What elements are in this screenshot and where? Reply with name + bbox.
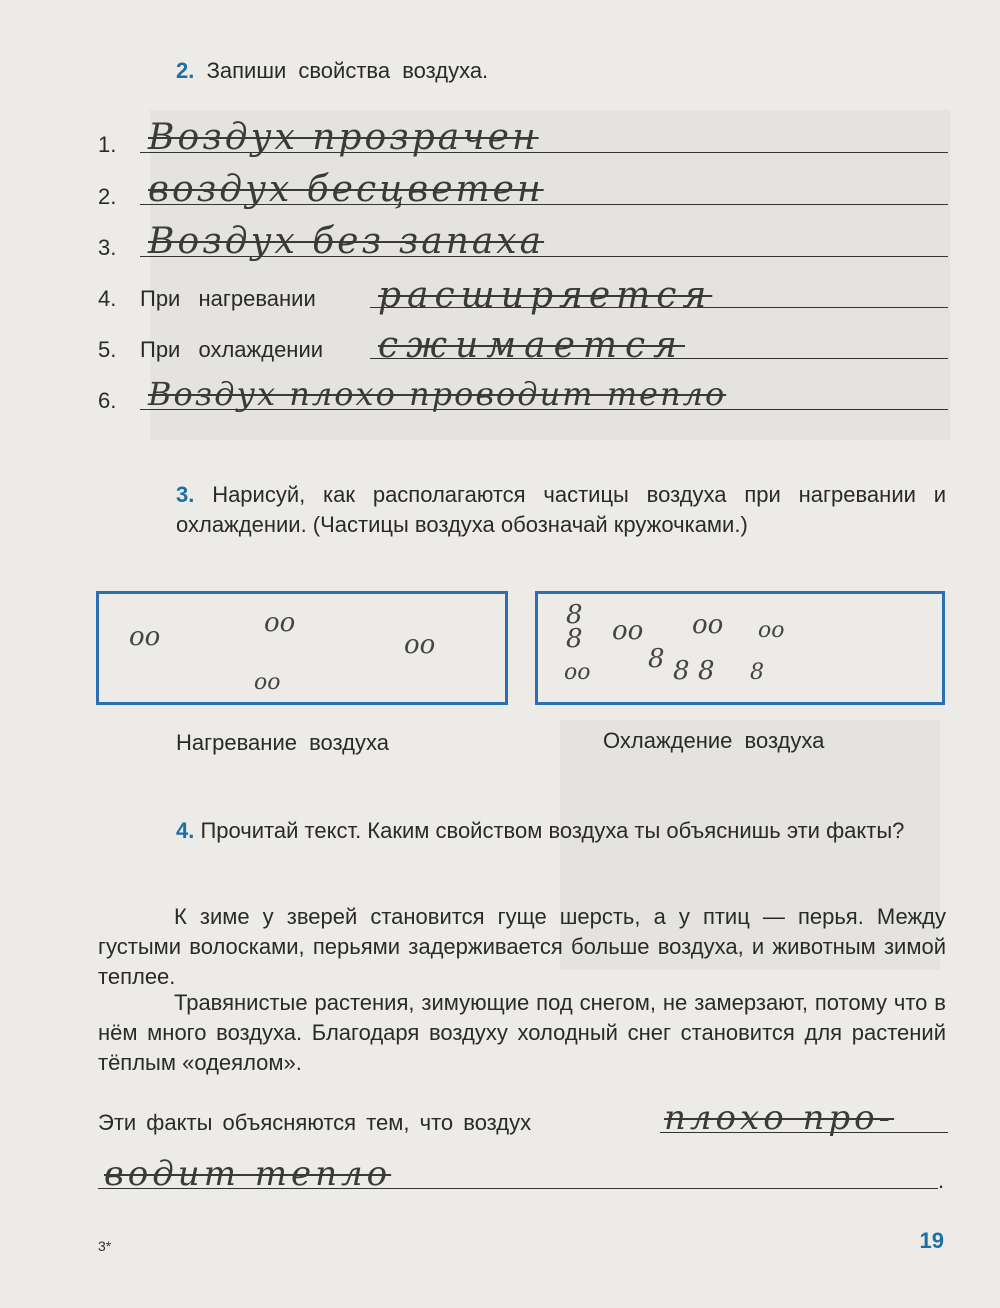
particle-drawing: 8	[648, 644, 665, 674]
particle-drawing: 8	[673, 656, 690, 686]
handwritten-answer-1: Воздух прозрачен	[148, 117, 539, 158]
particle-drawing: 8	[566, 600, 583, 630]
handwritten-answer-3: Воздух без запаха	[148, 221, 545, 262]
item-number-1: 1.	[98, 132, 117, 157]
task4-number: 4.	[176, 818, 195, 843]
item-number-4: 4.	[98, 286, 117, 311]
task3-instruction: Нарисуй, как располагаются частицы воздуха при нагревании и охлаждении. (Частицы воздуха обозначай кружочками.)	[176, 482, 946, 537]
heating-caption: Нагревание воздуха	[176, 730, 389, 755]
heating-drawing-box	[96, 591, 508, 705]
item-label-5: При охлаждении	[140, 337, 324, 362]
handwritten-conclusion-2: водит тепло	[104, 1154, 392, 1194]
cooling-drawing-box	[535, 591, 945, 705]
item-label-4: При нагревании	[140, 286, 316, 311]
task3-number: 3.	[176, 482, 195, 507]
particle-drawing: oo	[758, 618, 785, 643]
handwritten-conclusion-1: плохо про-	[664, 1098, 895, 1138]
task3-text	[176, 480, 946, 540]
task4-question-text: Прочитай текст. Каким свойством воздуха ты объяснишь эти факты?	[200, 818, 905, 843]
page-number: 19	[919, 1228, 944, 1253]
task4-question	[176, 816, 946, 846]
particle-drawing: oo	[612, 616, 644, 646]
handwritten-answer-4: расширяется	[378, 275, 713, 316]
handwritten-answer-5: сжимается	[378, 325, 686, 366]
conclusion-period: .	[938, 1168, 945, 1193]
task4-paragraph-1: К зиме у зверей становится гуще шерсть, а у птиц — перья. Между густыми волосками, перьями задерживается больше воздуха, и животным зимой теплее.	[98, 904, 946, 989]
item-number-5: 5.	[98, 337, 117, 362]
task2-number: 2.	[176, 58, 195, 83]
task4-paragraph-2: Травянистые растения, зимующие под снегом, не замерзают, потому что в нём много воздуха. Благодаря воздуху холодный снег становится для растений тёплым «одеялом».	[98, 990, 946, 1075]
particle-drawing: oo	[254, 670, 281, 695]
task2-header	[176, 56, 488, 86]
particle-drawing: 8	[566, 624, 583, 654]
particle-drawing: oo	[129, 622, 161, 652]
signature-mark: 3*	[98, 1238, 112, 1254]
particle-drawing: oo	[692, 610, 724, 640]
particle-drawing: oo	[564, 660, 591, 685]
particle-drawing: 8	[698, 656, 715, 686]
particle-drawing: oo	[404, 630, 436, 660]
task4-conclusion-label: Эти факты объясняются тем, что воздух	[98, 1110, 532, 1135]
item-number-6: 6.	[98, 388, 117, 413]
task2-title: Запиши свойства воздуха.	[206, 58, 489, 83]
particle-drawing: oo	[264, 608, 296, 638]
handwritten-answer-2: воздух бесцветен	[148, 169, 544, 210]
handwritten-answer-6: Воздух плохо проводит тепло	[148, 375, 727, 413]
item-number-2: 2.	[98, 184, 117, 209]
cooling-caption: Охлаждение воздуха	[603, 728, 825, 753]
particle-drawing: 8	[750, 660, 764, 685]
item-number-3: 3.	[98, 235, 117, 260]
